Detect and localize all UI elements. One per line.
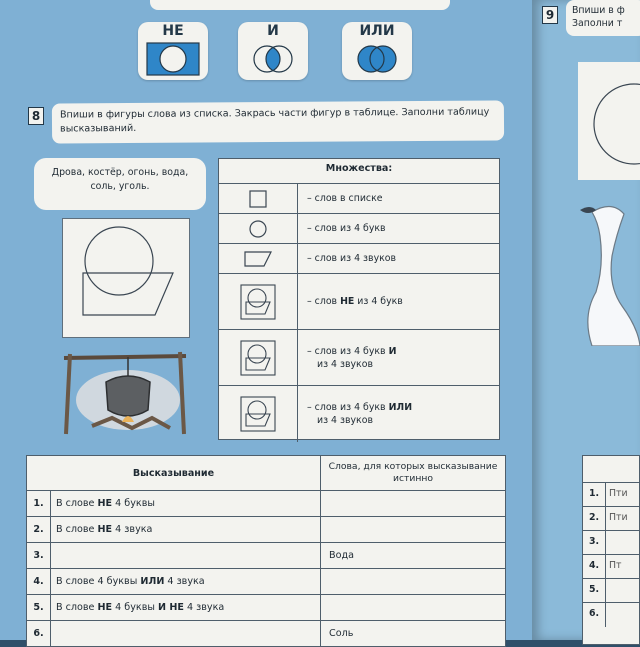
venn-figure-blank bbox=[63, 219, 189, 337]
right-task-number: 9 bbox=[542, 6, 558, 24]
right-figure-circle bbox=[578, 62, 640, 180]
statements-table bbox=[26, 455, 506, 647]
operation-card-and bbox=[238, 22, 308, 80]
operation-label-or: ИЛИ bbox=[359, 23, 395, 39]
words-column-header: Слова, для которых высказывание истинно bbox=[321, 456, 506, 491]
task-number: 8 bbox=[28, 107, 44, 125]
word-list-bubble: Дрова, костёр, огонь, вода, соль, уголь. bbox=[34, 158, 206, 210]
top-strip bbox=[150, 0, 450, 10]
statement-cell[interactable] bbox=[51, 543, 321, 569]
table-row: 6. bbox=[583, 602, 639, 627]
set-description: – слов НЕ из 4 букв bbox=[307, 296, 403, 307]
right-figure-area bbox=[578, 62, 640, 180]
set-row bbox=[219, 274, 499, 330]
operation-label-and: И bbox=[267, 23, 279, 39]
set-description: – слов в списке bbox=[307, 193, 383, 204]
answer-cell[interactable] bbox=[321, 569, 506, 595]
table-row: 4. Пт bbox=[583, 554, 639, 579]
answer-cell: Соль bbox=[321, 621, 506, 647]
operation-card-or bbox=[342, 22, 412, 80]
set-description: – слов из 4 букв И из 4 звуков bbox=[307, 345, 397, 370]
statement-cell: В слове НЕ 4 буквы И НЕ 4 звука bbox=[51, 595, 321, 621]
right-task-instructions: Впиши в ф Заполни т bbox=[566, 0, 640, 36]
table-row: 2. Пти bbox=[583, 506, 639, 531]
not-venn-icon bbox=[146, 42, 200, 76]
right-statements-table bbox=[582, 455, 640, 645]
combined-figure-icon bbox=[240, 396, 276, 432]
set-row bbox=[219, 214, 499, 244]
sets-table-header: Множества: bbox=[219, 159, 499, 184]
table-row: 2. В слове НЕ 4 звука bbox=[27, 517, 506, 543]
set-row bbox=[219, 244, 499, 274]
combined-figure-icon bbox=[240, 284, 276, 320]
set-row bbox=[219, 330, 499, 386]
table-row: 1. В слове НЕ 4 буквы bbox=[27, 491, 506, 517]
statement-cell[interactable] bbox=[51, 621, 321, 647]
or-venn-icon bbox=[350, 42, 404, 76]
table-row: 3. Вода bbox=[27, 543, 506, 569]
campfire-illustration bbox=[52, 348, 192, 440]
figure-drawing-area bbox=[62, 218, 190, 338]
answer-cell[interactable] bbox=[321, 595, 506, 621]
statement-column-header: Высказывание bbox=[27, 456, 321, 491]
swan-illustration bbox=[572, 196, 640, 346]
set-description: – слов из 4 звуков bbox=[307, 253, 397, 264]
statement-cell: В слове НЕ 4 звука bbox=[51, 517, 321, 543]
table-row: 6. Соль bbox=[27, 621, 506, 647]
table-row: 5. bbox=[583, 578, 639, 603]
and-venn-icon bbox=[246, 42, 300, 76]
set-row bbox=[219, 184, 499, 214]
table-row: 4. В слове 4 буквы ИЛИ 4 звука bbox=[27, 569, 506, 595]
square-icon bbox=[248, 189, 268, 209]
answer-cell[interactable] bbox=[321, 491, 506, 517]
sets-table bbox=[218, 158, 500, 440]
table-row: 1. Пти bbox=[583, 482, 639, 507]
circle-icon bbox=[247, 218, 269, 240]
task-instructions: Впиши в фигуры слова из списка. Закрась части фигур в таблице. Заполни таблицу высказываний. bbox=[52, 100, 504, 143]
statement-cell: В слове НЕ 4 буквы bbox=[51, 491, 321, 517]
table-row: 5. В слове НЕ 4 буквы И НЕ 4 звука bbox=[27, 595, 506, 621]
statements-header-row bbox=[27, 456, 506, 491]
answer-cell: Вода bbox=[321, 543, 506, 569]
operation-card-not bbox=[138, 22, 208, 80]
trapezoid-icon bbox=[242, 248, 274, 270]
table-row: 3. bbox=[583, 530, 639, 555]
answer-cell[interactable] bbox=[321, 517, 506, 543]
set-description: – слов из 4 букв bbox=[307, 223, 386, 234]
set-row bbox=[219, 386, 499, 442]
operation-label-not: НЕ bbox=[162, 23, 184, 39]
statement-cell: В слове 4 буквы ИЛИ 4 звука bbox=[51, 569, 321, 595]
set-description: – слов из 4 букв ИЛИ из 4 звуков bbox=[307, 402, 413, 426]
combined-figure-icon bbox=[240, 340, 276, 376]
